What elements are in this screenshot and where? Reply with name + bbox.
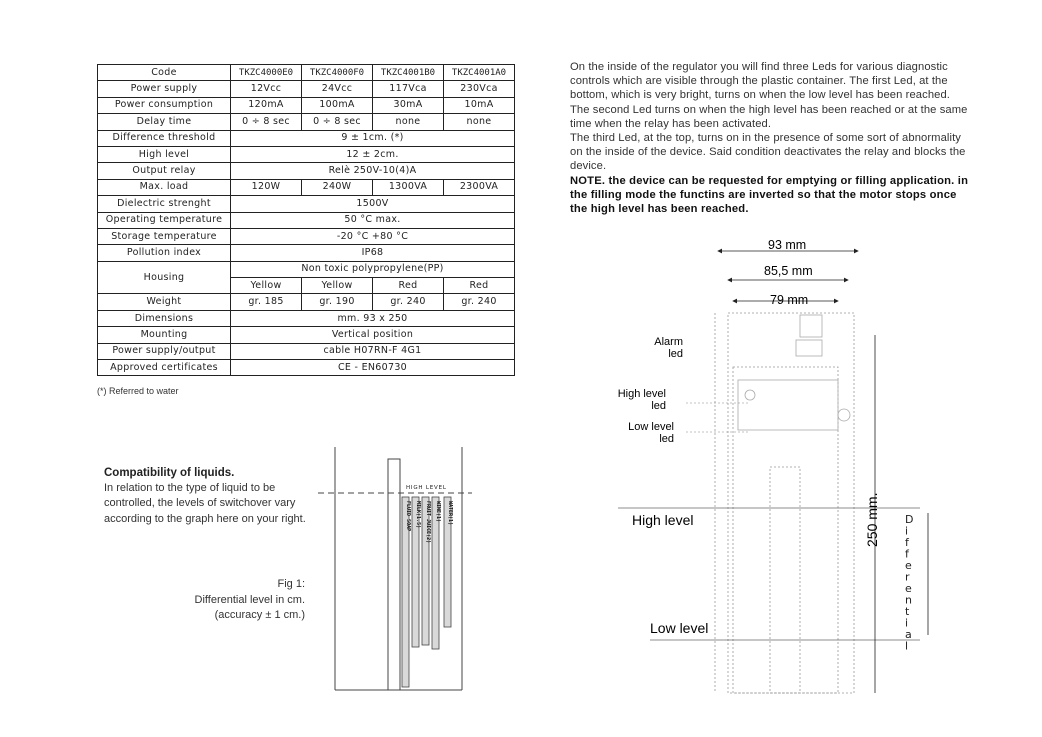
- bar-label: WINE(1): [435, 501, 441, 523]
- value-cell: Yellow: [302, 278, 373, 294]
- value-cell: Non toxic polypropylene(PP): [231, 261, 515, 277]
- dim-250-label: 250 mm.: [864, 492, 880, 547]
- label-housing: Housing: [98, 261, 231, 294]
- value-cell: gr. 240: [373, 294, 444, 310]
- value-cell: mm. 93 x 250: [231, 310, 515, 326]
- spec-table: [97, 64, 515, 376]
- label-mounting: Mounting: [98, 327, 231, 343]
- value-cell: gr. 185: [231, 294, 302, 310]
- bar-label: FRUIT JUICE(2): [425, 501, 431, 544]
- compatibility-body: In relation to the type of liquid to be controlled, the levels of switchover vary according to the graph here on your right.: [104, 482, 306, 525]
- value-cell: -20 °C +80 °C: [231, 228, 515, 244]
- differential-letter: a: [905, 628, 912, 641]
- device-diagram: [600, 235, 930, 700]
- value-cell: Yellow: [231, 278, 302, 294]
- value-cell: CE - EN60730: [231, 360, 515, 376]
- code-cell: TKZC4001B0: [373, 65, 444, 81]
- high-level-text: HIGH LEVEL: [406, 485, 447, 491]
- label-weight: Weight: [98, 294, 231, 310]
- value-cell: 10mA: [444, 97, 515, 113]
- paragraph: On the inside of the regulator you will find three Leds for various diagnostic controls which are visible through the plastic container. The first Led, at the bottom, which is very bright, turns on when the low level has been reached.: [570, 61, 950, 102]
- value-cell: 240W: [302, 179, 373, 195]
- probe-tube: [388, 459, 400, 690]
- label-power-io: Power supply/output: [98, 343, 231, 359]
- value-cell: Red: [444, 278, 515, 294]
- label-power-consumption: Power consumption: [98, 97, 231, 113]
- label-difference-threshold: Difference threshold: [98, 130, 231, 146]
- value-cell: 100mA: [302, 97, 373, 113]
- bar-label: WATER(1): [447, 501, 453, 526]
- device-inner-outline: [733, 367, 838, 693]
- alarm-led-housing: [796, 340, 822, 356]
- label-max-load: Max. load: [98, 179, 231, 195]
- differential-letter: i: [905, 524, 909, 538]
- row-power-supply: [98, 81, 515, 97]
- note-text: NOTE. the device can be requested for emptying or filling application. in the filling mode the functins are inverted so that the motor stops once the high level has been reached.: [570, 174, 969, 216]
- value-cell: 1500V: [231, 196, 515, 212]
- dim-93-label: 93 mm: [768, 238, 807, 252]
- value-cell: none: [373, 114, 444, 130]
- differential-letter: f: [905, 536, 909, 549]
- low-level-label: Low level: [650, 620, 709, 636]
- bar-label: MILK(1.5): [415, 501, 421, 529]
- value-cell: 24Vcc: [302, 81, 373, 97]
- label-operating-temperature: Operating temperature: [98, 212, 231, 228]
- alarm-led-label: Alarm led: [654, 336, 683, 360]
- row-output-relay: [98, 163, 515, 179]
- label-dimensions: Dimensions: [98, 310, 231, 326]
- row-power-consumption: [98, 97, 515, 113]
- value-cell: 30mA: [373, 97, 444, 113]
- float-chamber: [770, 467, 800, 693]
- label-delay-time: Delay time: [98, 114, 231, 130]
- value-cell: IP68: [231, 245, 515, 261]
- description-text: [570, 60, 970, 216]
- fig-line: Differential level in cm.: [194, 593, 305, 606]
- bar-label: FLUID SOAP: [405, 501, 411, 532]
- label-certificates: Approved certificates: [98, 360, 231, 376]
- row-housing: [98, 261, 515, 277]
- code-cell: TKZC4001A0: [444, 65, 515, 81]
- value-cell: 120mA: [231, 97, 302, 113]
- value-cell: none: [444, 114, 515, 130]
- code-cell: TKZC4000F0: [302, 65, 373, 81]
- figure-caption: [150, 577, 305, 624]
- row-dimensions: [98, 310, 515, 326]
- value-cell: Relè 250V-10(4)A: [231, 163, 515, 179]
- value-cell: 9 ± 1cm. (*): [231, 130, 515, 146]
- row-power-io: [98, 343, 515, 359]
- label-high-level: High level: [98, 146, 231, 162]
- row-dielectric: [98, 196, 515, 212]
- compatibility-title: Compatibility of liquids.: [104, 467, 235, 479]
- value-cell: cable H07RN-F 4G1: [231, 343, 515, 359]
- row-weight: [98, 294, 515, 310]
- device-outer-outline: [728, 313, 854, 693]
- value-cell: gr. 190: [302, 294, 373, 310]
- differential-letter: e: [905, 559, 912, 572]
- led-marker: [745, 390, 755, 400]
- label-output-relay: Output relay: [98, 163, 231, 179]
- label-power-supply: Power supply: [98, 81, 231, 97]
- row-delay-time: [98, 114, 515, 130]
- value-cell: Red: [373, 278, 444, 294]
- differential-label: [905, 513, 913, 653]
- high-level-label: High level: [632, 512, 694, 528]
- dim-79-label: 79 mm: [770, 293, 809, 307]
- differential-letter: f: [905, 547, 909, 561]
- circuit-board: [738, 380, 838, 430]
- row-high-level: [98, 146, 515, 162]
- row-difference-threshold: [98, 130, 515, 146]
- label-dielectric: Dielectric strenght: [98, 196, 231, 212]
- value-cell: 0 ÷ 8 sec: [302, 114, 373, 130]
- value-cell: 2300VA: [444, 179, 515, 195]
- liquid-level-chart: [310, 445, 480, 695]
- row-mounting: [98, 327, 515, 343]
- differential-letter: D: [905, 513, 914, 526]
- label-storage-temperature: Storage temperature: [98, 228, 231, 244]
- differential-letter: l: [905, 639, 909, 653]
- high-led-marker: [838, 409, 850, 421]
- table-footnote: (*) Referred to water: [97, 386, 179, 396]
- row-operating-temperature: [98, 212, 515, 228]
- differential-letter: r: [905, 570, 910, 584]
- fig-title: Fig 1:: [277, 578, 305, 590]
- value-cell: 230Vca: [444, 81, 515, 97]
- low-led-label: Low level led: [628, 421, 674, 445]
- paragraph: The second Led turns on when the high level has been reached or at the same time when the relay has been activated.: [570, 103, 968, 130]
- row-max-load: [98, 179, 515, 195]
- row-pollution-index: [98, 245, 515, 261]
- label-code: Code: [98, 65, 231, 81]
- value-cell: 1300VA: [373, 179, 444, 195]
- value-cell: 0 ÷ 8 sec: [231, 114, 302, 130]
- row-certificates: [98, 360, 515, 376]
- dim-855-label: 85,5 mm: [764, 264, 813, 278]
- label-pollution-index: Pollution index: [98, 245, 231, 261]
- value-cell: Vertical position: [231, 327, 515, 343]
- row-storage-temperature: [98, 228, 515, 244]
- value-cell: 120W: [231, 179, 302, 195]
- high-led-label: High level led: [617, 388, 666, 412]
- value-cell: 117Vca: [373, 81, 444, 97]
- row-code: [98, 65, 515, 81]
- fig-line: (accuracy ± 1 cm.): [214, 609, 305, 621]
- cable-gland: [800, 315, 822, 337]
- value-cell: gr. 240: [444, 294, 515, 310]
- paragraph: The third Led, at the top, turns on in the presence of some sort of abnormality on the inside of the device. Said condition deactivates the relay and blocks the device.: [570, 132, 966, 173]
- value-cell: 12Vcc: [231, 81, 302, 97]
- differential-letter: n: [905, 593, 912, 607]
- code-cell: TKZC4000E0: [231, 65, 302, 81]
- differential-letter: t: [905, 605, 910, 618]
- compatibility-section: [104, 466, 314, 527]
- differential-letter: e: [905, 582, 912, 595]
- value-cell: 50 °C max.: [231, 212, 515, 228]
- differential-letter: i: [905, 616, 909, 630]
- value-cell: 12 ± 2cm.: [231, 146, 515, 162]
